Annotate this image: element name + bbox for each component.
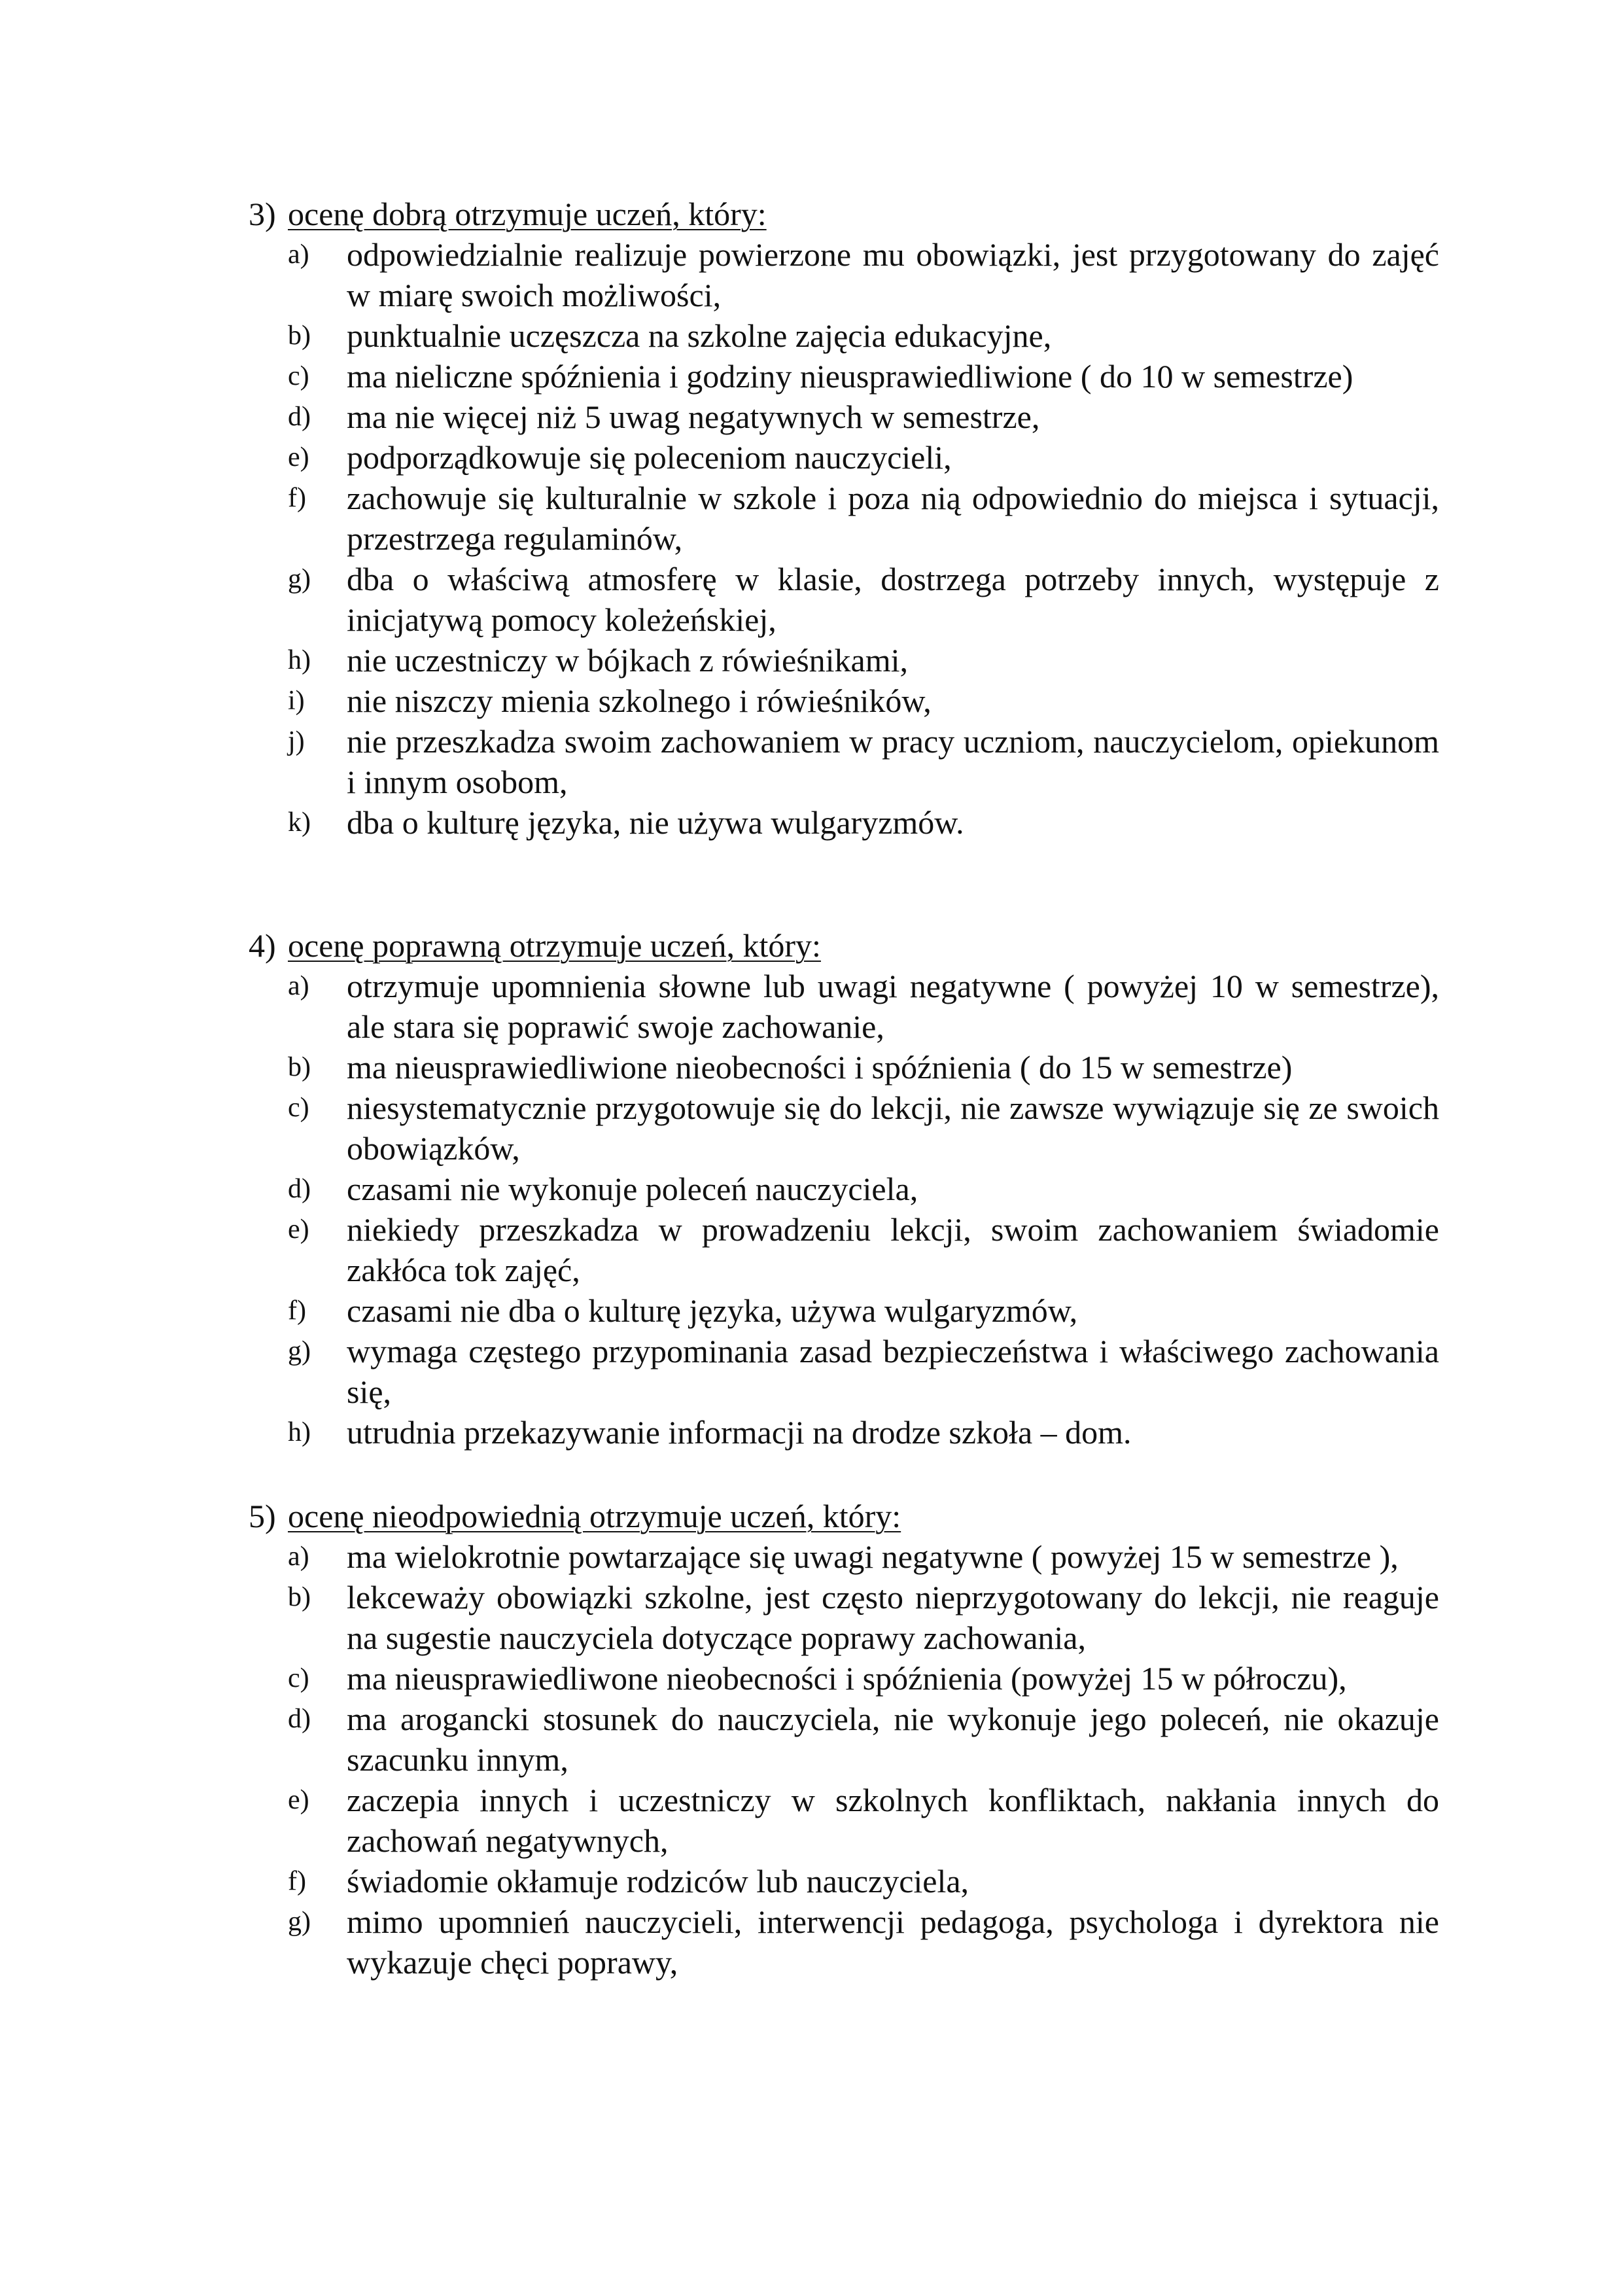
item-letter: g)	[288, 1907, 311, 1937]
item-text: nie niszczy mienia szkolnego i rówieśników,	[347, 682, 932, 719]
section-heading	[249, 194, 1439, 234]
item-letter: f)	[288, 1296, 306, 1326]
item-text: niekiedy przeszkadza w prowadzeniu lekcji, swoim zachowaniem świadomie zakłóca tok zajęć,	[347, 1211, 1439, 1288]
item-letter: a)	[288, 239, 309, 270]
list-item	[249, 559, 1439, 640]
section-title: ocenę nieodpowiednią otrzymuje uczeń, który:	[288, 1498, 901, 1534]
item-letter: k)	[288, 807, 311, 838]
list-item	[249, 1290, 1439, 1331]
item-text: punktualnie uczęszcza na szkolne zajęcia edukacyjne,	[347, 317, 1052, 354]
list-item	[249, 640, 1439, 680]
list-item	[249, 315, 1439, 356]
item-letter: d)	[288, 402, 311, 432]
item-text: utrudnia przekazywanie informacji na drodze szkoła – dom.	[347, 1414, 1132, 1451]
list-item	[249, 234, 1439, 315]
item-text: podporządkowuje się poleceniom nauczycieli,	[347, 439, 952, 476]
item-text: ma wielokrotnie powtarzające się uwagi negatywne ( powyżej 15 w semestrze ),	[347, 1538, 1399, 1575]
list-item	[249, 1087, 1439, 1169]
item-text: odpowiedzialnie realizuje powierzone mu obowiązki, jest przygotowany do zajęć w miarę swoich możliwości,	[347, 236, 1439, 313]
list-item	[249, 721, 1439, 802]
section-title: ocenę dobrą otrzymuje uczeń, który:	[288, 196, 767, 232]
item-letter: b)	[288, 321, 311, 351]
list-item	[249, 1780, 1439, 1861]
item-text: ma arogancki stosunek do nauczyciela, nie wykonuje jego poleceń, nie okazuje szacunku innym,	[347, 1701, 1439, 1778]
item-letter: c)	[288, 1663, 309, 1693]
item-letter: c)	[288, 361, 309, 391]
item-letter: a)	[288, 1542, 309, 1572]
list-item	[249, 1861, 1439, 1901]
item-text: zaczepia innych i uczestniczy w szkolnych konfliktach, nakłania innych do zachowań negatywnych,	[347, 1782, 1439, 1859]
list-item	[249, 1331, 1439, 1412]
list-item	[249, 356, 1439, 397]
list-item	[249, 966, 1439, 1047]
section-4-correct-grade	[249, 925, 1439, 1453]
item-text: ma nieusprawiedliwone nieobecności i spóźnienia (powyżej 15 w półroczu),	[347, 1660, 1347, 1697]
item-letter: a)	[288, 971, 309, 1001]
item-text: otrzymuje upomnienia słowne lub uwagi negatywne ( powyżej 10 w semestrze), ale stara się poprawić swoje zachowanie,	[347, 968, 1439, 1045]
list-item	[249, 1169, 1439, 1209]
item-letter: c)	[288, 1093, 309, 1123]
section-number: 3)	[249, 196, 276, 232]
section-number: 5)	[249, 1498, 276, 1534]
criteria-list	[249, 1536, 1439, 1983]
list-item	[249, 1047, 1439, 1087]
section-heading	[249, 925, 1439, 966]
section-5-inappropriate-grade	[249, 1496, 1439, 1983]
item-letter: b)	[288, 1052, 311, 1082]
item-letter: f)	[288, 483, 306, 513]
list-item	[249, 1536, 1439, 1577]
item-text: dba o właściwą atmosferę w klasie, dostrzega potrzeby innych, występuje z inicjatywą pomocy koleżeńskiej,	[347, 561, 1439, 638]
item-text: mimo upomnień nauczycieli, interwencji pedagoga, psychologa i dyrektora nie wykazuje chęci poprawy,	[347, 1903, 1439, 1981]
item-text: nie uczestniczy w bójkach z rówieśnikami,	[347, 642, 909, 679]
item-letter: d)	[288, 1174, 311, 1204]
item-text: wymaga częstego przypominania zasad bezpieczeństwa i właściwego zachowania się,	[347, 1333, 1439, 1410]
list-item	[249, 1412, 1439, 1453]
item-letter: g)	[288, 1336, 311, 1366]
item-letter: g)	[288, 564, 311, 594]
item-letter: e)	[288, 442, 309, 472]
list-item	[249, 802, 1439, 843]
item-text: dba o kulturę języka, nie używa wulgaryzmów.	[347, 804, 964, 841]
criteria-list	[249, 234, 1439, 843]
list-item	[249, 1901, 1439, 1983]
item-letter: h)	[288, 1417, 311, 1447]
list-item	[249, 1699, 1439, 1780]
item-text: ma nie więcej niż 5 uwag negatywnych w semestrze,	[347, 398, 1040, 435]
list-item	[249, 1577, 1439, 1658]
list-item	[249, 437, 1439, 478]
list-item	[249, 397, 1439, 437]
item-text: ma nieusprawiedliwione nieobecności i spóźnienia ( do 15 w semestrze)	[347, 1049, 1293, 1086]
section-title: ocenę poprawną otrzymuje uczeń, który:	[288, 927, 821, 964]
section-3-good-grade	[249, 194, 1439, 843]
item-letter: b)	[288, 1582, 311, 1612]
list-item	[249, 1209, 1439, 1290]
item-letter: d)	[288, 1704, 311, 1734]
item-text: niesystematycznie przygotowuje się do lekcji, nie zawsze wywiązuje się ze swoich obowiązków,	[347, 1089, 1439, 1167]
list-item	[249, 680, 1439, 721]
section-number: 4)	[249, 927, 276, 964]
item-letter: i)	[288, 686, 305, 716]
item-text: czasami nie dba o kulturę języka, używa wulgaryzmów,	[347, 1292, 1078, 1329]
section-heading	[249, 1496, 1439, 1536]
item-text: czasami nie wykonuje poleceń nauczyciela,	[347, 1171, 918, 1207]
item-text: zachowuje się kulturalnie w szkole i poza nią odpowiednio do miejsca i sytuacji, przestrzega regulaminów,	[347, 480, 1439, 557]
item-letter: h)	[288, 645, 311, 675]
list-item	[249, 1658, 1439, 1699]
criteria-list	[249, 966, 1439, 1453]
item-letter: e)	[288, 1785, 309, 1815]
list-item	[249, 478, 1439, 559]
item-letter: f)	[288, 1866, 306, 1896]
item-letter: e)	[288, 1214, 309, 1245]
item-letter: j)	[288, 726, 305, 756]
item-text: nie przeszkadza swoim zachowaniem w pracy uczniom, nauczycielom, opiekunom i innym osobom,	[347, 723, 1439, 800]
item-text: lekceważy obowiązki szkolne, jest często nieprzygotowany do lekcji, nie reaguje na sugestie nauczyciela dotyczące poprawy zachowania,	[347, 1579, 1439, 1656]
item-text: ma nieliczne spóźnienia i godziny nieusprawiedliwione ( do 10 w semestrze)	[347, 358, 1353, 395]
item-text: świadomie okłamuje rodziców lub nauczyciela,	[347, 1863, 969, 1899]
